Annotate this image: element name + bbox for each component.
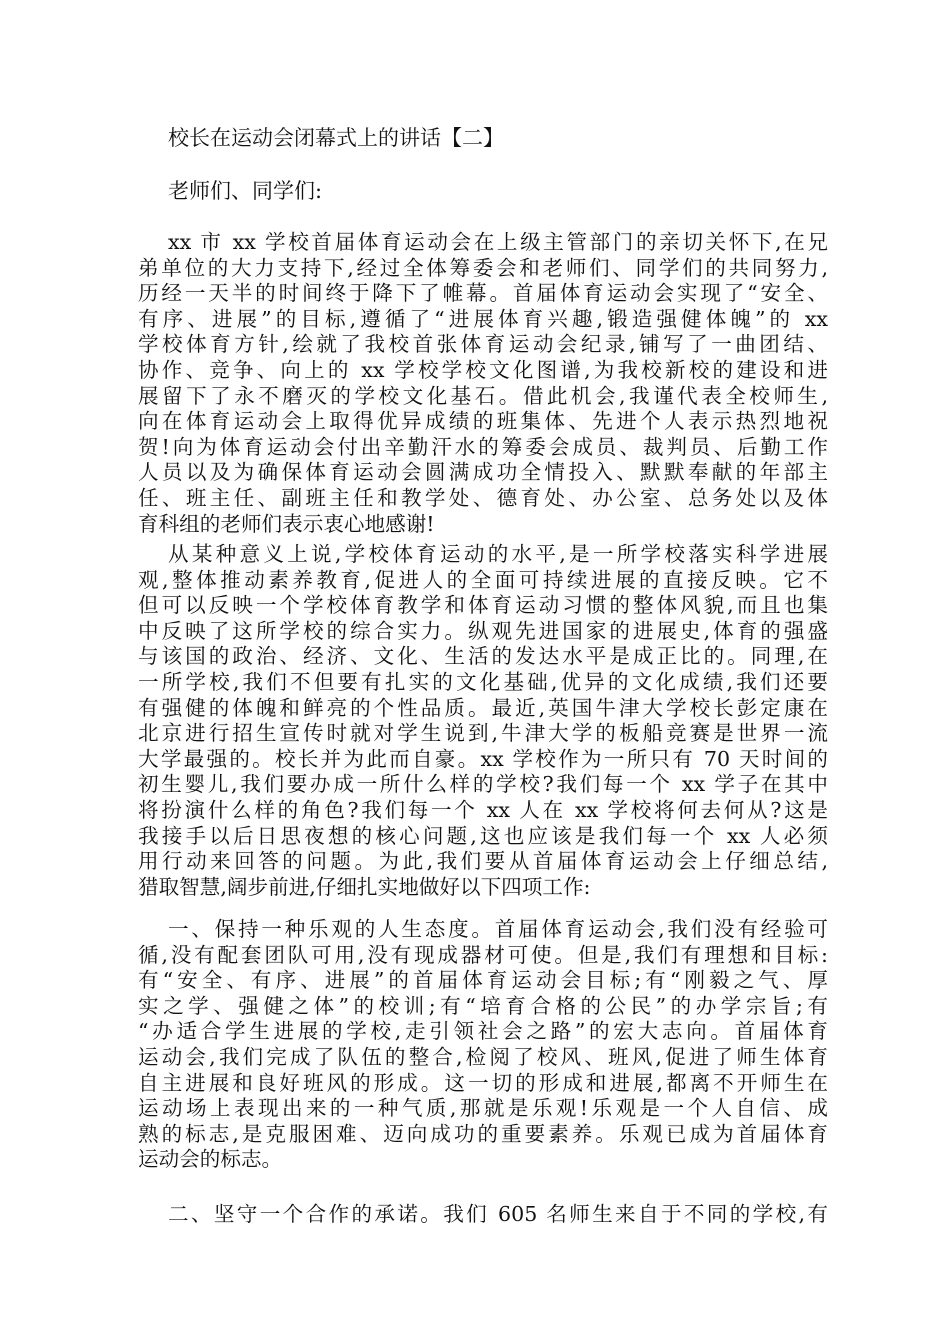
paragraph-line: 人员以及为确保体育运动会圆满成功全情投入、默默奉献的年部主 xyxy=(138,460,828,485)
paragraph-line: 运动会,我们完成了队伍的整合,检阅了校风、班风,促进了师生体育 xyxy=(138,1044,828,1069)
paragraph-3 xyxy=(138,917,828,1173)
paragraph-line: xx 市 xx 学校首届体育运动会在上级主管部门的亲切关怀下,在兄 xyxy=(168,230,828,254)
paragraph-line: 弟单位的大力支持下,经过全体筹委会和老师们、同学们的共同努力, xyxy=(138,255,828,280)
paragraph-line: 大学最强的。校长并为此而自豪。xx 学校作为一所只有 70 天时间的 xyxy=(138,746,828,771)
paragraph-line: 循,没有配套团队可用,没有现成器材可使。但是,我们有理想和目标: xyxy=(138,942,828,967)
paragraph-line: 北京进行招生宣传时就对学生说到,牛津大学的板船竞赛是世界一流 xyxy=(138,721,828,746)
paragraph-2 xyxy=(138,542,828,900)
paragraph-line: 一、保持一种乐观的人生态度。首届体育运动会,我们没有经验可 xyxy=(168,917,828,941)
paragraph-line: 熟的标志,是克服困难、迈向成功的重要素养。乐观已成为首届体育 xyxy=(138,1121,828,1146)
paragraph-line: 将扮演什么样的角色?我们每一个 xx 人在 xx 学校将何去何从?这是 xyxy=(138,797,828,822)
paragraph-4 xyxy=(138,1202,828,1228)
paragraph-line: 观,整体推动素养教育,促进人的全面可持续进展的直接反映。它不 xyxy=(138,567,828,592)
paragraph-line: 运动会的标志。 xyxy=(138,1147,283,1172)
paragraph-line: 任、班主任、副班主任和教学处、德育处、办公室、总务处以及体 xyxy=(138,485,828,510)
salutation: 老师们、同学们: xyxy=(168,179,323,203)
paragraph-line: 学校体育方针,绘就了我校首张体育运动会纪录,铺写了一曲团结、 xyxy=(138,332,828,357)
paragraph-line: 用行动来回答的问题。为此,我们要从首届体育运动会上仔细总结, xyxy=(138,849,828,874)
paragraph-1 xyxy=(138,230,828,537)
paragraph-line: 猎取智慧,阔步前进,仔细扎实地做好以下四项工作: xyxy=(138,874,591,899)
paragraph-line: 从某种意义上说,学校体育运动的水平,是一所学校落实科学进展 xyxy=(168,542,828,566)
paragraph-line: 协作、竞争、向上的 xx 学校学校文化图谱,为我校新校的建设和进 xyxy=(138,357,828,382)
paragraph-line: 初生婴儿,我们要办成一所什么样的学校?我们每一个 xx 学子在其中 xyxy=(138,772,828,797)
paragraph-line: 展留下了永不磨灭的学校文化基石。借此机会,我谨代表全校师生, xyxy=(138,383,828,408)
paragraph-line: 育科组的老师们表示衷心地感谢! xyxy=(138,511,435,536)
paragraph-line: 有强健的体魄和鲜亮的个性品质。最近,英国牛津大学校长彭定康在 xyxy=(138,695,828,720)
paragraph-line: 中反映了这所学校的综合实力。纵观先进国家的进展史,体育的强盛 xyxy=(138,618,828,643)
paragraph-line: 实之学、强健之体”的校训;有“培育合格的公民”的办学宗旨;有 xyxy=(138,993,828,1018)
paragraph-line: 历经一天半的时间终于降下了帷幕。首届体育运动会实现了“安全、 xyxy=(138,281,828,306)
document-title: 校长在运动会闭幕式上的讲话【二】 xyxy=(168,126,504,150)
paragraph-line: 有序、进展”的目标,遵循了“进展体育兴趣,锻造强健体魄”的 xx xyxy=(138,306,828,331)
paragraph-line: 贺!向为体育运动会付出辛勤汗水的筹委会成员、裁判员、后勤工作 xyxy=(138,434,828,459)
paragraph-line: 与该国的政治、经济、文化、生活的发达水平是成正比的。同理,在 xyxy=(138,644,828,669)
paragraph-line: “办适合学生进展的学校,走引领社会之路”的宏大志向。首届体育 xyxy=(138,1019,828,1044)
paragraph-line: 有“安全、有序、进展”的首届体育运动会目标;有“刚毅之气、厚 xyxy=(138,968,828,993)
paragraph-line: 运动场上表现出来的一种气质,那就是乐观!乐观是一个人自信、成 xyxy=(138,1096,828,1121)
paragraph-line: 一所学校,我们不但要有扎实的文化基础,优异的文化成绩,我们还要 xyxy=(138,669,828,694)
paragraph-line: 但可以反映一个学校体育教学和体育运动习惯的整体风貌,而且也集 xyxy=(138,593,828,618)
paragraph-line: 二、坚守一个合作的承诺。我们 605 名师生来自于不同的学校,有 xyxy=(168,1202,828,1226)
paragraph-line: 向在体育运动会上取得优异成绩的班集体、先进个人表示热烈地祝 xyxy=(138,409,828,434)
paragraph-line: 自主进展和良好班风的形成。这一切的形成和进展,都离不开师生在 xyxy=(138,1070,828,1095)
paragraph-line: 我接手以后日思夜想的核心问题,这也应该是我们每一个 xx 人必须 xyxy=(138,823,828,848)
